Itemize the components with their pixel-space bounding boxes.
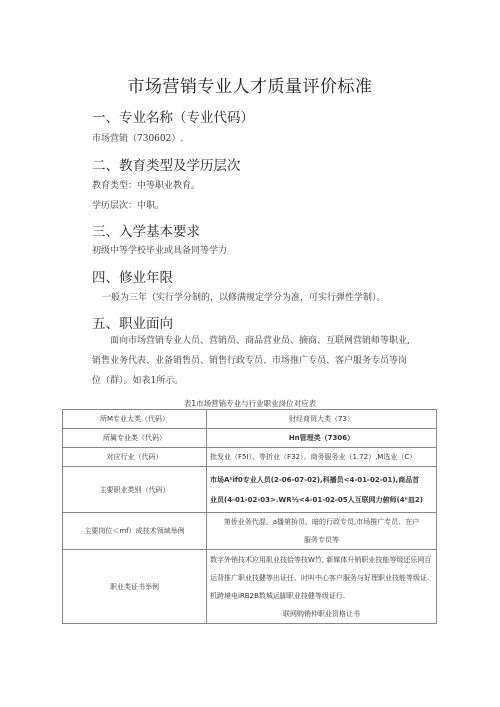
- cell-line: 联网购销仲职业资格让书: [283, 609, 360, 618]
- cell-line: 运背推广职业技健等出证任、时叫中心客户服务与好理职业技能等级证.: [210, 573, 430, 582]
- section-1-heading: 一、专业名称（专业代码）: [92, 110, 254, 126]
- row-value: [207, 513, 437, 550]
- section-4-heading: 四、修业年限: [92, 270, 173, 286]
- cell-line: 市场A¹if0专业人员(2-06-07-02),科播员<4-01-02-01),商品首: [210, 475, 420, 484]
- row-label: 主要岗位＜mf）成技术领域举例: [63, 513, 207, 550]
- section-2-line-2: 学历层次：中职。: [92, 201, 165, 211]
- table-caption: 表1市场营销专业与行业职业岗位对应表: [183, 399, 317, 408]
- section-1-text: 市场营销（730602）.: [92, 134, 184, 144]
- row-label: 职业类证书举例: [63, 550, 207, 624]
- section-3-text: 初级中等学校毕业或具备同等学力: [92, 246, 228, 256]
- occupation-table: [62, 409, 437, 624]
- table-row: [63, 429, 437, 448]
- table-row: [63, 410, 437, 429]
- row-value: [207, 429, 437, 448]
- section-5-heading: 五、职业面向: [92, 316, 173, 332]
- cell-line: Hn管理类（7306）: [288, 434, 355, 442]
- row-value: [207, 550, 437, 624]
- document-title: 市场营销专业人才质量评价标准: [127, 77, 373, 97]
- row-label: 主要职业类别（代码）: [63, 467, 207, 513]
- cell-line: 第侨业务代混、a播第拚员、暗的行政专员,市场推广专员、在户: [223, 518, 420, 526]
- row-value: [207, 448, 437, 467]
- section-4-text: 一般为三年（实行学分制的，以修满规定学分为准，可实行弹性学制）。: [102, 293, 386, 303]
- row-label: 所M专业大类（代码）: [63, 410, 207, 429]
- section-3-heading: 三、入学基本要求: [92, 224, 200, 240]
- row-label: 对应行业（代码）: [63, 448, 207, 467]
- cell-line: 批发业（F5I）、等折业（F32）、商务服务业（1.72）,M选业（C）: [210, 453, 417, 461]
- cell-line: 财经商贸大类（73）: [289, 415, 354, 423]
- cell-line: 业员(4-01-02-03>.WR½<4-01-02-05人互联网力俯师(4ⁿ皿2): [210, 495, 423, 504]
- cell-line: 数字外销技术应用肌业技恰等技W竹, 新媒体升销职业技能等级还乐网百: [210, 555, 432, 564]
- table-row: [63, 467, 437, 513]
- cell-line: 服务专员等: [304, 536, 339, 544]
- row-value: [207, 467, 437, 513]
- section-5-text: 面向市场营销专业人员、营销员、商品营业员、摘商、互联网营销师等职业,销售业务代表、业备销售员、销售行政专员、市场推广专员、客户服务专员等岗位（群）。如表1所示。: [92, 336, 410, 386]
- cell-line: 机跨境电iRB2B数城运脚职业技健等级证行.: [210, 591, 346, 600]
- section-2-line-1: 教育类型：中等职业教育。: [92, 181, 201, 191]
- table-row: [63, 513, 437, 550]
- table-row: [63, 550, 437, 624]
- row-value: [207, 410, 437, 429]
- row-label: 所属专业类（代码）: [63, 429, 207, 448]
- section-2-heading: 二、教育类型及学历层次: [92, 158, 241, 174]
- table-row: [63, 448, 437, 467]
